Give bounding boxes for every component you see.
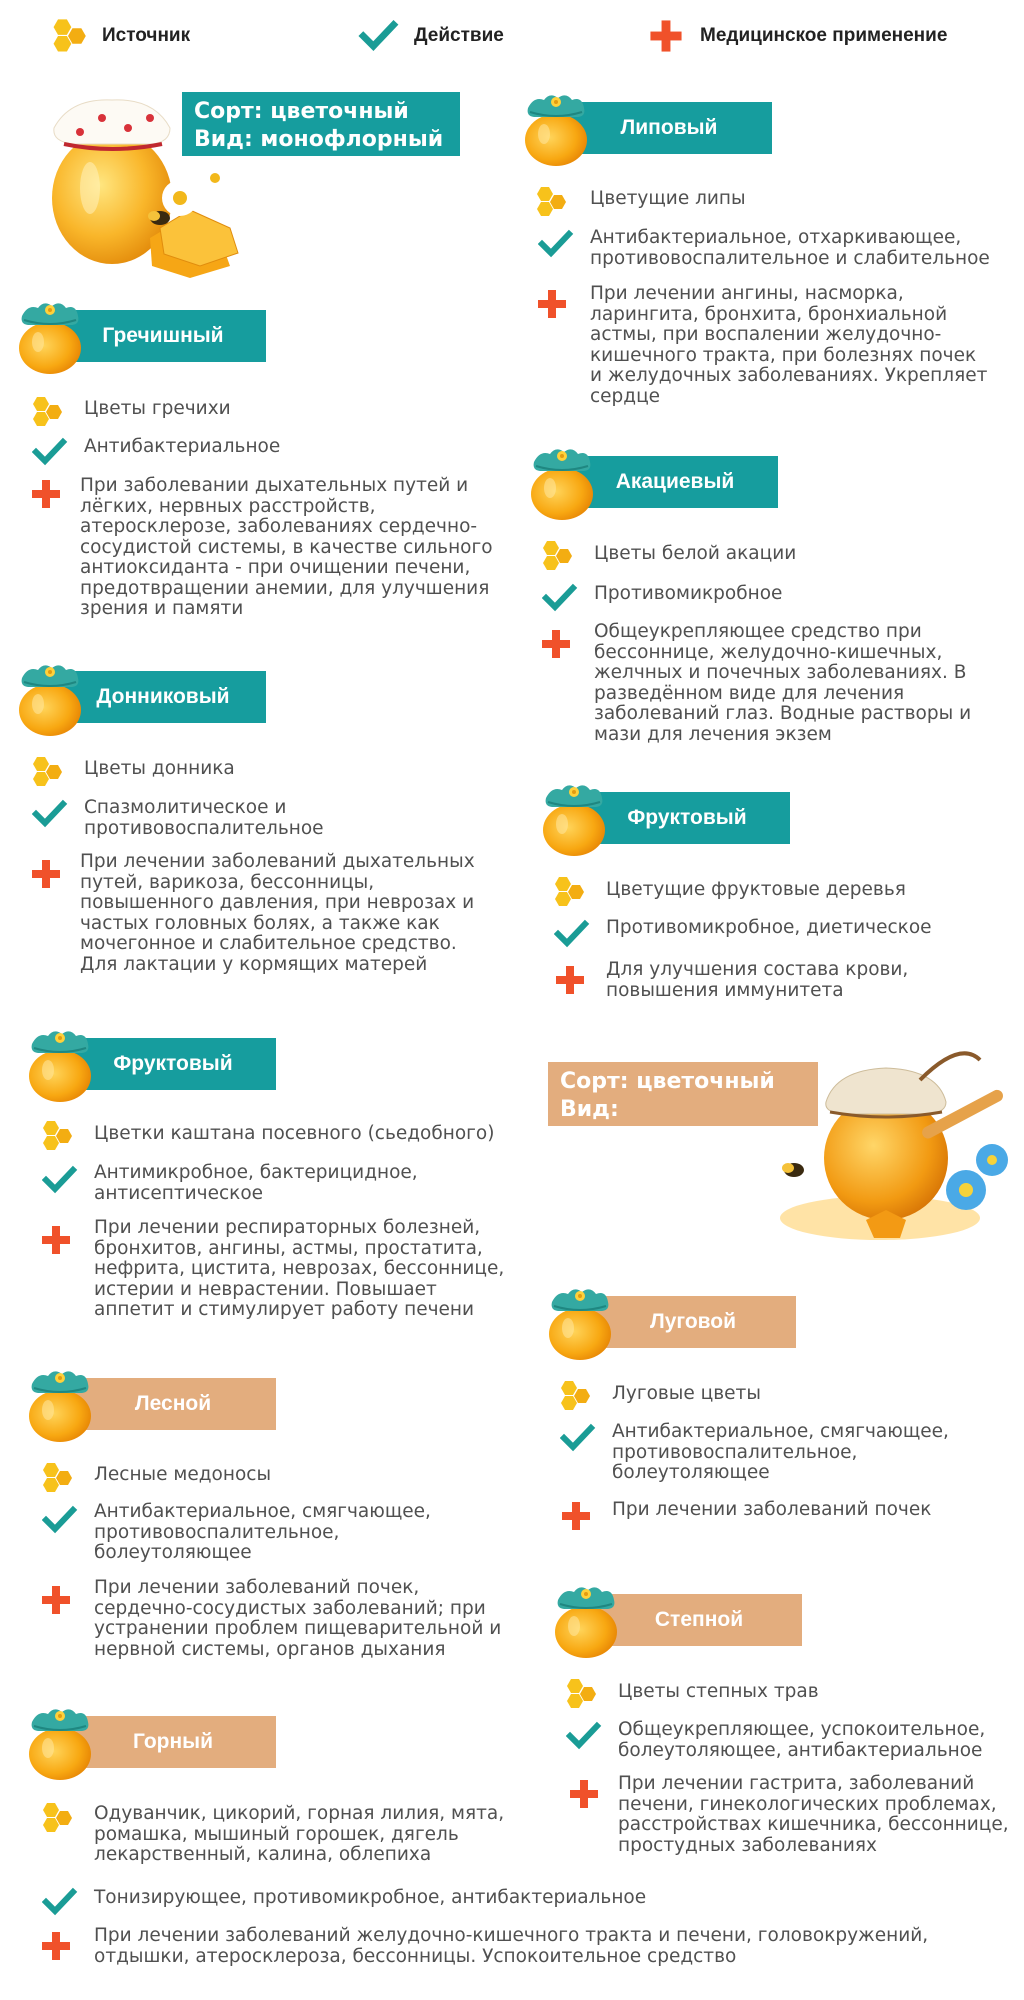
poly-sort-box xyxy=(548,1062,818,1150)
honey-jar-icon xyxy=(14,298,86,376)
plus-icon xyxy=(566,1778,602,1810)
source-text: Цветы донника xyxy=(84,758,235,779)
honeycomb-icon xyxy=(28,756,64,788)
honey-jar-icon xyxy=(24,1366,96,1444)
honey-jar-icon xyxy=(526,444,598,522)
medical-text: Общеукрепляющее средство при бессоннице, желудочно-кишечных, желчных и почечных заболеваниях. В разведённом виде для лечения заболеваний глаз. Водные растворы и мази для лечения экзем xyxy=(594,621,972,745)
medical-text: При лечении заболеваний почек, сердечно-сосудистых заболеваний; при устранении проблем пищеварительной и нервной системы, органов дыхания xyxy=(94,1577,502,1660)
honeycomb-icon xyxy=(532,186,568,218)
action-text: Антибактериальное, смягчающее, противовоспалительное, болеутоляющее xyxy=(94,1501,431,1563)
checkmark-icon xyxy=(538,228,574,260)
honeycomb-icon xyxy=(38,1462,74,1494)
checkmark-icon xyxy=(566,1720,602,1752)
action-text: Тонизирующее, противомикробное, антибактериальное xyxy=(94,1887,647,1908)
plus-icon xyxy=(552,964,588,996)
checkmark-icon xyxy=(42,1504,78,1536)
medical-text: При лечении заболеваний желудочно-кишечного тракта и печени, головокружений, отдышки, атеросклероза, бессонницы. Успокоительное средство xyxy=(94,1925,929,1967)
honeycomb-icon xyxy=(28,396,64,428)
checkmark-icon xyxy=(32,436,68,468)
checkmark-icon xyxy=(42,1164,78,1196)
honey-jar-icon xyxy=(24,1704,96,1782)
honey-jar-icon xyxy=(24,1026,96,1104)
poly-kind: Вид: полифлорный xyxy=(560,1097,742,1150)
honeycomb-icon xyxy=(48,18,88,54)
card-title: Гречишный xyxy=(60,310,266,362)
plus-icon xyxy=(28,858,64,890)
honey-jar-icon xyxy=(520,90,592,168)
source-text: Цветы гречихи xyxy=(84,398,231,419)
honeycomb-icon xyxy=(562,1678,598,1710)
medical-text: При лечении гастрита, заболеваний печени, гинекологических проблемах, расстройствах кишечника, бессоннице, простудных заболеваниях xyxy=(618,1773,1009,1856)
card-title: Лесной xyxy=(70,1378,276,1430)
legend-source xyxy=(48,18,190,54)
plus-icon xyxy=(538,628,574,660)
legend-action xyxy=(358,18,504,54)
plus-icon xyxy=(38,1584,74,1616)
action-text: Противомикробное xyxy=(594,583,783,604)
action-text: Антибактериальное, отхаркивающее, противовоспалительное и слабительное xyxy=(590,227,990,269)
plus-icon xyxy=(558,1500,594,1532)
honey-jar-icon xyxy=(538,780,610,858)
honeycomb-icon xyxy=(538,540,574,572)
legend-source-label: Источник xyxy=(102,25,191,46)
card-title: Степной xyxy=(596,1594,802,1646)
source-text: Цветущие фруктовые деревья xyxy=(606,879,906,900)
checkmark-icon xyxy=(560,1422,596,1454)
honeycomb-icon xyxy=(38,1802,74,1834)
plus-icon xyxy=(534,288,570,320)
action-text: Противомикробное, диетическое xyxy=(606,917,932,938)
honeycomb-icon xyxy=(550,876,586,908)
action-text: Общеукрепляющее, успокоительное, болеутоляющее, антибактериальное xyxy=(618,1719,986,1761)
action-text: Антибактериальное xyxy=(84,436,281,457)
medical-text: При лечении заболеваний почек xyxy=(612,1499,932,1520)
plus-icon xyxy=(646,18,686,54)
medical-text: Для улучшения состава крови, повышения иммунитета xyxy=(606,959,909,1001)
source-text: Лесные медоносы xyxy=(94,1464,272,1485)
plus-icon xyxy=(38,1930,74,1962)
mono-sort-box xyxy=(182,92,460,156)
honey-jar-icon xyxy=(550,1582,622,1660)
honey-jar-icon xyxy=(14,660,86,738)
checkmark-icon xyxy=(554,918,590,950)
legend-medical xyxy=(646,18,947,54)
checkmark-icon xyxy=(42,1886,78,1918)
plus-icon xyxy=(38,1224,74,1256)
medical-text: При лечении респираторных болезней, бронхитов, ангины, астмы, простатита, нефрита, цистита, неврозах, бессоннице, истерии и неврастении. Повышает аппетит и стимулирует работу печени xyxy=(94,1217,505,1320)
checkmark-icon xyxy=(32,798,68,830)
medical-text: При лечении заболеваний дыхательных путей, варикоза, бессонницы, повышенного давления, при неврозах и частых головных болях, а также как мочегонное и слабительное средство. Для лактации у кормящих матерей xyxy=(80,851,475,975)
action-text: Антимикробное, бактерицидное, антисептическое xyxy=(94,1162,418,1204)
checkmark-icon xyxy=(542,582,578,614)
card-title: Фруктовый xyxy=(584,792,790,844)
card-title: Липовый xyxy=(566,102,772,154)
source-text: Цветки каштана посевного (сьедобного) xyxy=(94,1123,495,1144)
honey-jar-icon xyxy=(544,1284,616,1362)
checkmark-icon xyxy=(358,18,400,54)
card-title: Фруктовый xyxy=(70,1038,276,1090)
card-title: Горный xyxy=(70,1716,276,1768)
card-title: Луговой xyxy=(590,1296,796,1348)
source-text: Луговые цветы xyxy=(612,1383,761,1404)
source-text: Цветы белой акации xyxy=(594,543,797,564)
poly-sort: Сорт: цветочный xyxy=(560,1069,775,1094)
mono-sort: Сорт: цветочный xyxy=(194,99,409,124)
card-title: Акациевый xyxy=(572,456,778,508)
honeycomb-icon xyxy=(556,1380,592,1412)
plus-icon xyxy=(28,478,64,510)
mono-kind: Вид: монофлорный xyxy=(194,127,444,152)
legend-action-label: Действие xyxy=(414,25,504,46)
legend-medical-label: Медицинское применение xyxy=(700,25,948,46)
medical-text: При лечении ангины, насморка, ларингита, бронхита, бронхиальной астмы, при воспалении желудочно-кишечного тракта, при болезнях почек и желудочных заболеваниях. Укрепляет сердце xyxy=(590,283,988,407)
medical-text: При заболевании дыхательных путей и лёгких, нервных расстройств, атеросклерозе, заболеваниях сердечно-сосудистой системы, в качестве сильного антиоксиданта - при очищении печени, предотвращении анемии, для улучшения зрения и памяти xyxy=(80,475,493,619)
honeycomb-icon xyxy=(38,1120,74,1152)
action-text: Спазмолитическое и противовоспалительное xyxy=(84,797,324,839)
source-text: Цветы степных трав xyxy=(618,1681,819,1702)
action-text: Антибактериальное, смягчающее, противовоспалительное, болеутоляющее xyxy=(612,1421,949,1483)
source-text: Цветущие липы xyxy=(590,188,746,209)
source-text: Одуванчик, цикорий, горная лилия, мята, ромашка, мышиный горошек, дягель лекарственный, калина, облепиха xyxy=(94,1803,505,1865)
card-title: Донниковый xyxy=(60,671,266,723)
